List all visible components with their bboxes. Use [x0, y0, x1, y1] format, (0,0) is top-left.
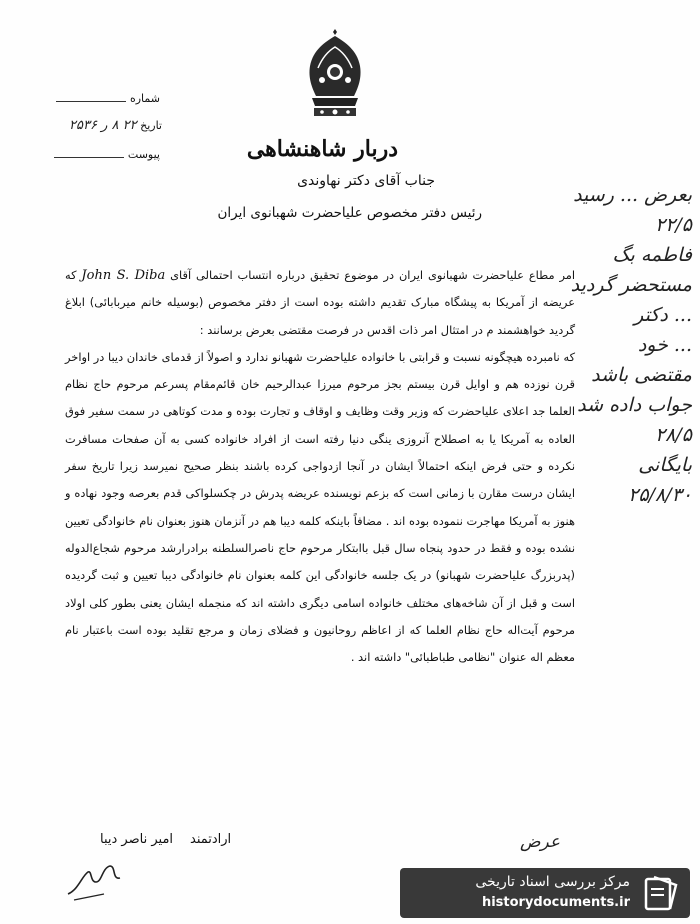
- paragraph-1-end: که عریضه از آمریکا به پیشگاه مبارک تقدیم داشته بوده است از دفتر مخصوص (بوسیله خانم میربابائی) ابلاغ گردید خواهشمند م در امتثال امر ذات اقدس در فرصت مقتضی بعرض برسانند :: [65, 268, 575, 337]
- attachment-label: پیوست: [127, 148, 160, 161]
- margin-line-1: بعرض ... رسید: [573, 184, 692, 206]
- margin-line-6: ... خود: [637, 334, 692, 356]
- date-value: ۲۲ ۸ ر ۲۵۳۶: [69, 118, 137, 133]
- watermark-text-fa: مرکز بررسی اسناد تاریخی: [475, 874, 630, 890]
- attachment-line: [54, 157, 124, 158]
- recipient-position: رئیس دفتر مخصوص علیاحضرت شهبانوی ایران: [217, 205, 482, 221]
- date-field: [22, 118, 162, 133]
- watermark-text-en: historydocuments.ir: [481, 895, 630, 910]
- letter-body: [65, 262, 575, 671]
- regards-text: ارادتمند: [190, 832, 232, 847]
- signature-icon: [60, 856, 130, 906]
- attachment-field: [40, 148, 160, 161]
- margin-line-11: ۲۵/۸/۳۰: [628, 484, 692, 506]
- paragraph-2: که نامبرده هیچگونه نسبت و قرابتی با خانواده علیاحضرت شهبانو ندارد و اصولاً از قدمای خاندان دیبا در اواخر قرن نوزده هم و اوایل قرن بیستم بجز مرحوم میرزا عبدالرحیم خان قائم‌مقام پسرعم مرحوم حاج نظام العلما جد اعلای علیاحضرت که وزیر وقت وظایف و اوقاف و تجارت بوده و مدت کوتاهی در سمت سفیر فوق العاده به آمریکا یا به اصطلاح آنروزی ینگی دنیا رفته است از افراد خانواده کسی به آن صفحات مسافرت نکرده و حتی فرض اینکه احتمالاً ایشان در آنجا ازدواجی کرده باشند بنظر صحیح نمیرسد زیرا تاریخ سفر ایشان درست مقارن با زمانی است که بزعم نویسنده عریضه پدرش در چکسلواکی قدم بعرصه وجود نهاده و هنوز به آمریکا مهاجرت ننموده بوده اند . مضافاً باینکه کلمه دیبا هم در آنزمان هنوز بعنوان نام خانوادگی تعیین نشده بوده و فقط در حدود پنجاه سال قبل باابتکار مرحوم حاج ناصرالسلطنه برادرارشد مرحوم شجاع‌الدوله (پدربزرگ علیاحضرت شهبانو) در یک جلسه خانوادگی این کلمه بعنوان نام خانوادگی دیبا تعیین و ثبت گردیده است و قبل از آن شاخه‌های مختلف خانواده اسامی دیگری داشته اند که منجمله ایشان یعنی بطور کلی اولاد مرحوم آیت‌اله حاج نظام العلما که از اعاظم روحانیون و فضلای زمان و مرجع تقلید بوده است باعتبار نام معظم اله عنوان "نظامی طباطبائی" داشته اند .: [65, 349, 575, 665]
- number-label: شماره: [129, 92, 160, 105]
- margin-line-8: جواب داده شد: [577, 394, 692, 416]
- watermark-banner: [400, 868, 690, 918]
- number-field: [70, 92, 160, 105]
- margin-line-10: بایگانی: [638, 454, 692, 476]
- salutation: جناب آقای دکتر نهاوندی: [297, 173, 435, 189]
- latin-name: John S. Diba: [81, 268, 166, 283]
- margin-line-7: مقتضی باشد: [591, 364, 692, 386]
- paragraph-1: [65, 262, 575, 344]
- number-line: [56, 101, 126, 102]
- margin-line-5: ... دکتر: [634, 304, 692, 326]
- paragraph-1-start: امر مطاع علیاحضرت شهبانوی ایران در موضوع تحقیق درباره انتساب احتمالی آقای: [170, 268, 575, 282]
- footer-initial: عرض: [520, 832, 561, 852]
- margin-line-2: ۲۲/۵: [654, 214, 692, 236]
- date-label: تاریخ: [140, 119, 162, 132]
- crown-emblem-icon: [300, 28, 370, 128]
- margin-line-4: مستحضر گردید: [570, 274, 692, 296]
- document-logo-icon: [640, 873, 682, 913]
- signer-name: امیر ناصر دیبا: [100, 832, 174, 847]
- handwritten-margin-note: [570, 180, 692, 510]
- margin-line-3: فاطمه بگ: [612, 244, 692, 266]
- court-title: دربار شاهنشاهی: [246, 136, 398, 162]
- margin-line-9: ۲۸/۵: [654, 424, 692, 446]
